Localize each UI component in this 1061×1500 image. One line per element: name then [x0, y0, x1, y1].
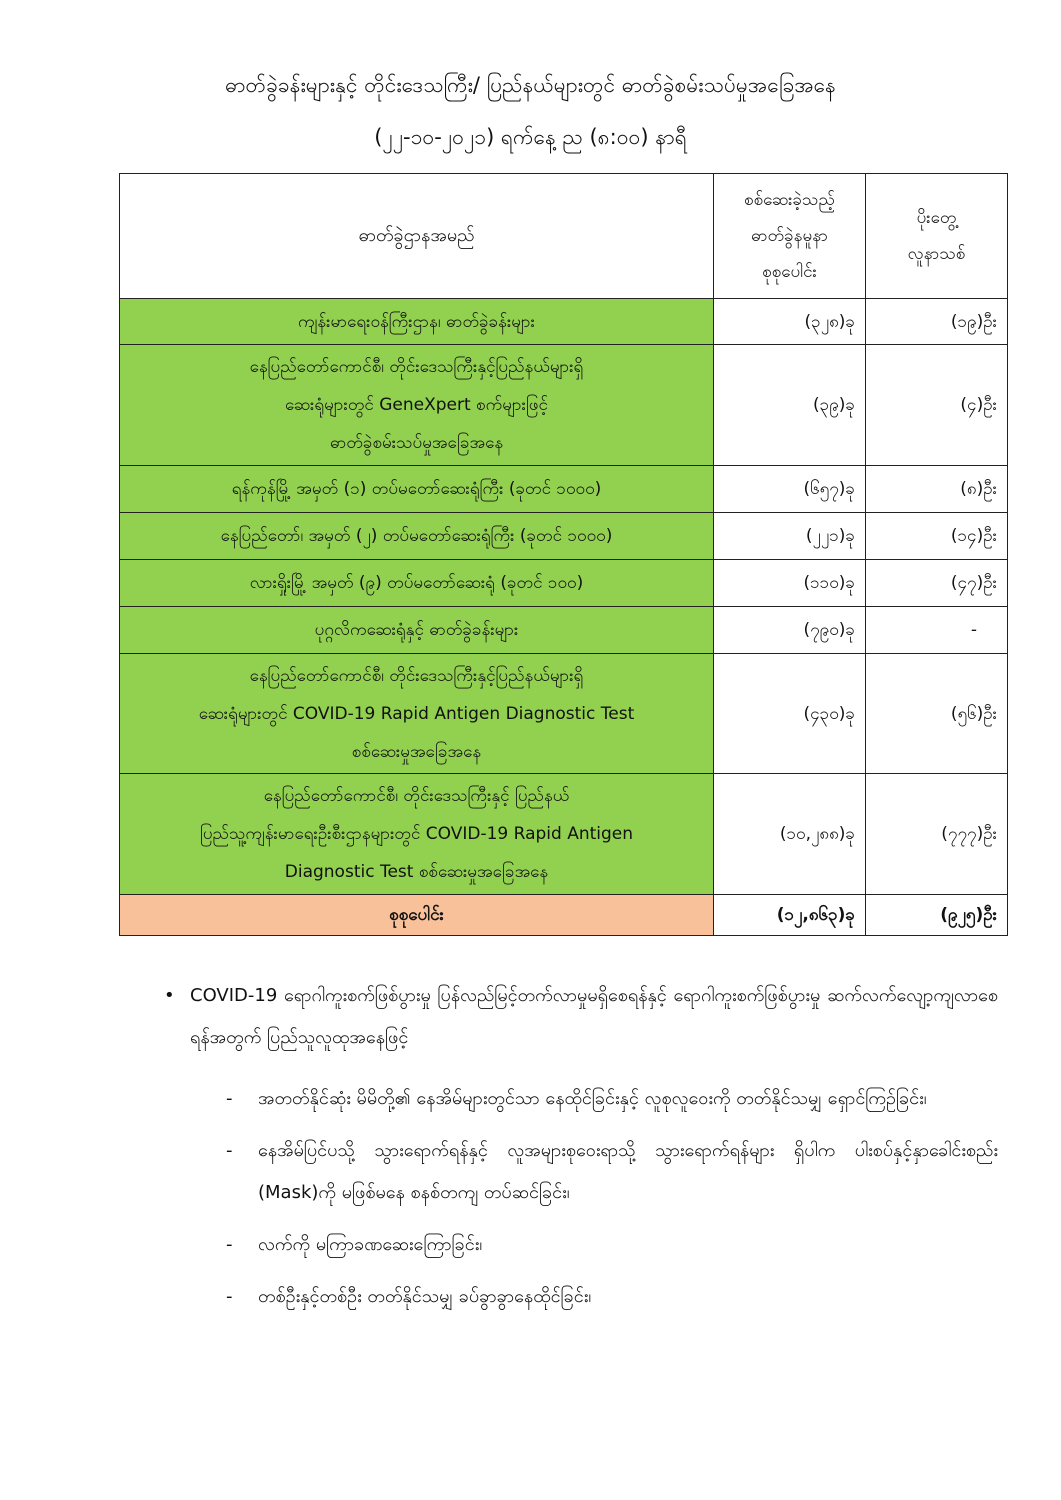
row-lab-name: ရန်ကုန်မြို့ အမှတ် (၁) တပ်မတော်ဆေးရုံကြီး (ခုတင် ၁၀၀၀) — [120, 466, 714, 513]
advice-item-text: တစ်ဦးနှင့်တစ်ဦး တတ်နိုင်သမျှ ခပ်ခွာခွာနေထိုင်ခြင်း၊ — [258, 1286, 592, 1307]
dash-mark: - — [226, 1286, 233, 1307]
row-lab-name: ပုဂ္ဂလိကဆေးရုံနှင့် ဓာတ်ခွဲခန်းများ — [120, 607, 714, 654]
row-positive-count: (၄၇)ဦး — [866, 560, 1008, 607]
dash-mark: - — [226, 1088, 233, 1109]
row-tested-count: (၆၅၇)ခု — [714, 466, 866, 513]
table-row — [120, 774, 1008, 895]
advice-intro — [164, 975, 998, 1059]
row-positive-count: (၁၄)ဦး — [866, 513, 1008, 560]
advice-item-text: နေအိမ်ပြင်ပသို့ သွားရောက်ရန်နှင့် လူအများစုဝေးရာသို့ သွားရောက်ရန်များ ရှိပါက ပါးစပ်နှင့်နှာခေါင်းစည်း (Mask)ကို မဖြစ်မနေ စနစ်တကျ တပ်ဆင်ခြင်း၊ — [258, 1140, 998, 1203]
table-row — [120, 560, 1008, 607]
table-header-row — [120, 174, 1008, 299]
row-tested-count: (၃၂၈)ခု — [714, 299, 866, 345]
total-label: စုစုပေါင်း — [120, 895, 714, 936]
row-lab-name: လားရှိုးမြို့ အမှတ် (၉) တပ်မတော်ဆေးရုံ (ခုတင် ၁၀၀) — [120, 560, 714, 607]
list-item — [226, 1276, 998, 1318]
row-positive-count: (၄)ဦး — [866, 345, 1008, 466]
document-title: ဓာတ်ခွဲခန်းများနှင့် တိုင်းဒေသကြီး/ ပြည်နယ်များတွင် ဓာတ်ခွဲစမ်းသပ်မှုအခြေအနေ — [225, 73, 836, 97]
header-total-tested: စစ်ဆေးခဲ့သည့် ဓာတ်ခွဲနမူနာ စုစုပေါင်း — [714, 174, 866, 299]
row-lab-name: နေပြည်တော်ကောင်စီ၊ တိုင်းဒေသကြီးနှင့် ပြည်နယ် ပြည်သူ့ကျန်းမာရေးဦးစီးဌာနများတွင် COVID-19 Rapid Antigen Diagnostic Test စစ်ဆေးမှုအခြေအနေ — [120, 774, 714, 895]
row-positive-count: - — [866, 607, 1008, 654]
row-lab-name: ကျန်းမာရေးဝန်ကြီးဌာန၊ ဓာတ်ခွဲခန်းများ — [120, 299, 714, 345]
row-tested-count: (၃၉)ခု — [714, 345, 866, 466]
table-total-row — [120, 895, 1008, 936]
row-positive-count: (၇၇၇)ဦး — [866, 774, 1008, 895]
list-item — [226, 1224, 998, 1266]
row-tested-count: (၂၂၁)ခု — [714, 513, 866, 560]
row-lab-name: နေပြည်တော်ကောင်စီ၊ တိုင်းဒေသကြီးနှင့်ပြည်နယ်များရှိ ဆေးရုံများတွင် COVID-19 Rapid Antigen Diagnostic Test စစ်ဆေးမှုအခြေအနေ — [120, 654, 714, 774]
table-row — [120, 607, 1008, 654]
row-tested-count: (၇၉၀)ခု — [714, 607, 866, 654]
advice-item-text: အတတ်နိုင်ဆုံး မိမိတို့၏ နေအိမ်များတွင်သာ နေထိုင်ခြင်းနှင့် လူစုလူဝေးကို တတ်နိုင်သမျှ ရှောင်ကြဉ်ခြင်း၊ — [258, 1088, 927, 1109]
list-item — [226, 1130, 998, 1214]
header-lab-name: ဓာတ်ခွဲဌာနအမည် — [120, 174, 714, 299]
report-datetime: (၂၂-၁၀-၂၀၂၁) ရက်နေ့ ည (၈:၀၀) နာရီ — [374, 125, 687, 149]
row-positive-count: (၈)ဦး — [866, 466, 1008, 513]
table-row — [120, 654, 1008, 774]
header-new-positive: ပိုးတွေ့ လူနာသစ် — [866, 174, 1008, 299]
table-row — [120, 466, 1008, 513]
table-row — [120, 299, 1008, 345]
row-lab-name: နေပြည်တော်၊ အမှတ် (၂) တပ်မတော်ဆေးရုံကြီး (ခုတင် ၁၀၀၀) — [120, 513, 714, 560]
row-positive-count: (၅၆)ဦး — [866, 654, 1008, 774]
row-tested-count: (၁၀,၂၈၈)ခု — [714, 774, 866, 895]
total-positive-count: (၉၂၅)ဦး — [866, 895, 1008, 936]
table-row — [120, 513, 1008, 560]
dash-mark: - — [226, 1140, 233, 1161]
row-tested-count: (၄၃၀)ခု — [714, 654, 866, 774]
row-positive-count: (၁၉)ဦး — [866, 299, 1008, 345]
list-item — [226, 1078, 998, 1120]
advice-list — [226, 1078, 998, 1328]
row-tested-count: (၁၁၀)ခု — [714, 560, 866, 607]
bullet-mark: • — [164, 985, 175, 1006]
dash-mark: - — [226, 1234, 233, 1255]
table-row — [120, 345, 1008, 466]
total-tested-count: (၁၂,၈၆၃)ခု — [714, 895, 866, 936]
lab-testing-table — [119, 173, 1008, 936]
row-lab-name: နေပြည်တော်ကောင်စီ၊ တိုင်းဒေသကြီးနှင့်ပြည်နယ်များရှိ ဆေးရုံများတွင် GeneXpert စက်များဖြင့် ဓာတ်ခွဲစမ်းသပ်မှုအခြေအနေ — [120, 345, 714, 466]
advice-item-text: လက်ကို မကြာခဏဆေးကြောခြင်း၊ — [258, 1234, 483, 1255]
advice-intro-text: COVID-19 ရောဂါကူးစက်ဖြစ်ပွားမှု ပြန်လည်မြင့်တက်လာမှုမရှိစေရန်နှင့် ရောဂါကူးစက်ဖြစ်ပွားမှု ဆက်လက်လျော့ကျလာစေရန်အတွက် ပြည်သူလူထုအနေဖြင့် — [190, 985, 998, 1048]
